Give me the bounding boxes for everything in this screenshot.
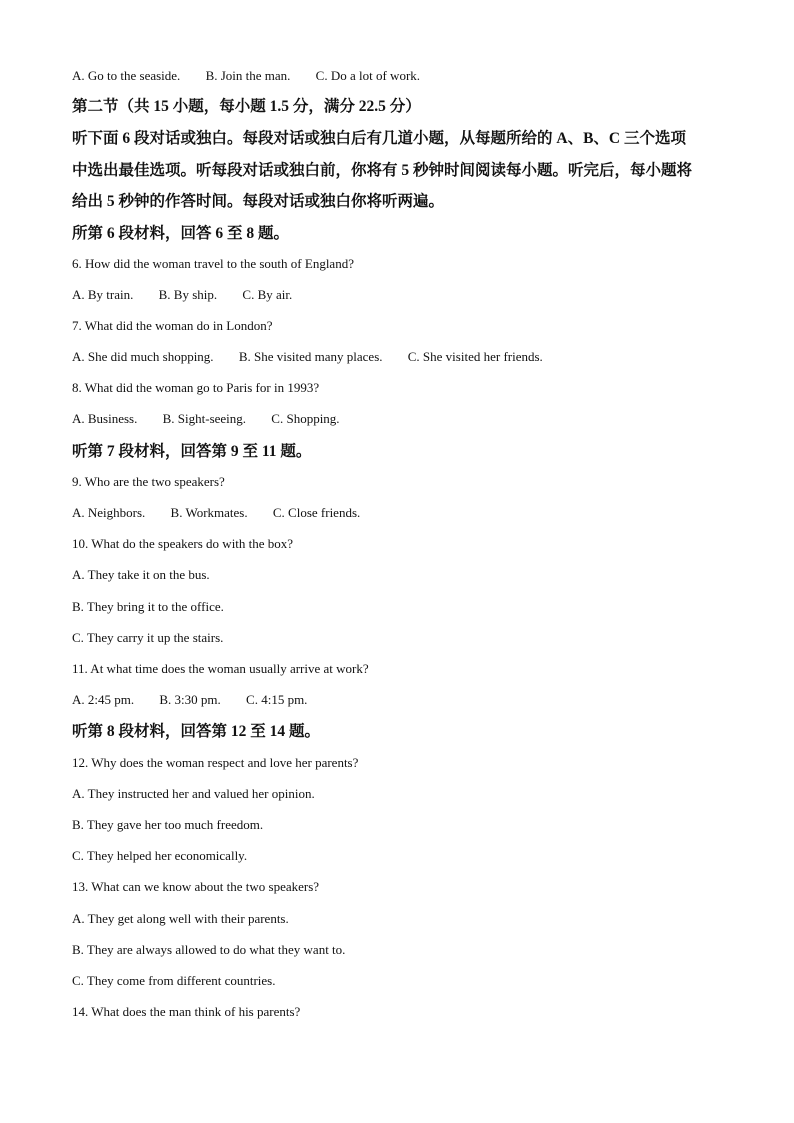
option-b: B. She visited many places.	[238, 349, 383, 364]
q9-options	[72, 505, 360, 521]
option-b: B. By ship.	[158, 287, 218, 302]
q12-option-a: A. They instructed her and valued her opinion.	[72, 786, 315, 801]
option-a: A. Business.	[72, 411, 138, 426]
question-7: 7. What did the woman do in London?	[72, 318, 273, 333]
option-a: A. 2:45 pm.	[72, 692, 135, 707]
question-9: 9. Who are the two speakers?	[72, 474, 225, 489]
option-c: C. Close friends.	[272, 505, 361, 520]
option-b: B. Sight-seeing.	[162, 411, 247, 426]
option-b: B. 3:30 pm.	[159, 692, 221, 707]
option-c: C. Shopping.	[271, 411, 340, 426]
option-a: A. Go to the seaside.	[72, 68, 181, 83]
passage-6-heading: 所第 6 段材料，回答 6 至 8 题。	[72, 225, 290, 242]
passage-8-heading: 听第 8 段材料，回答第 12 至 14 题。	[72, 723, 321, 740]
q13-option-c: C. They come from different countries.	[72, 973, 276, 988]
q10-option-a: A. They take it on the bus.	[72, 567, 210, 582]
question-6: 6. How did the woman travel to the south of England?	[72, 256, 354, 271]
question-11: 11. At what time does the woman usually arrive at work?	[72, 661, 369, 676]
option-b: B. Join the man.	[205, 68, 291, 83]
option-c: C. She visited her friends.	[407, 349, 543, 364]
q7-options	[72, 349, 543, 365]
passage-7-heading: 听第 7 段材料，回答第 9 至 11 题。	[72, 443, 312, 460]
q10-option-c: C. They carry it up the stairs.	[72, 630, 224, 645]
q12-option-c: C. They helped her economically.	[72, 848, 248, 863]
q11-options	[72, 692, 307, 708]
question-10: 10. What do the speakers do with the box?	[72, 536, 294, 551]
option-a: A. By train.	[72, 287, 134, 302]
option-c: C. 4:15 pm.	[246, 692, 308, 707]
q8-options	[72, 411, 340, 427]
q10-option-b: B. They bring it to the office.	[72, 599, 224, 614]
question-12: 12. Why does the woman respect and love her parents?	[72, 755, 359, 770]
question-8: 8. What did the woman go to Paris for in 1993?	[72, 380, 320, 395]
q12-option-b: B. They gave her too much freedom.	[72, 817, 264, 832]
q5-options	[72, 68, 420, 84]
option-c: C. Do a lot of work.	[315, 68, 421, 83]
instructions-line-2: 中选出最佳选项。听每段对话或独白前，你将有 5 秒钟时间阅读每小题。听完后，每小题将	[72, 162, 693, 179]
q13-option-a: A. They get along well with their parents.	[72, 911, 289, 926]
option-b: B. Workmates.	[170, 505, 248, 520]
option-c: C. By air.	[242, 287, 293, 302]
option-a: A. Neighbors.	[72, 505, 146, 520]
option-a: A. She did much shopping.	[72, 349, 214, 364]
question-13: 13. What can we know about the two speakers?	[72, 879, 320, 894]
instructions-line-3: 给出 5 秒钟的作答时间。每段对话或独白你将听两遍。	[72, 193, 445, 210]
instructions-line-1: 听下面 6 段对话或独白。每段对话或独白后有几道小题，从每题所给的 A、B、C 三个选项	[72, 130, 686, 147]
section-heading: 第二节（共 15 小题，每小题 1.5 分，满分 22.5 分）	[72, 98, 421, 115]
q13-option-b: B. They are always allowed to do what they want to.	[72, 942, 346, 957]
question-14: 14. What does the man think of his parents?	[72, 1004, 301, 1019]
q6-options	[72, 287, 292, 303]
